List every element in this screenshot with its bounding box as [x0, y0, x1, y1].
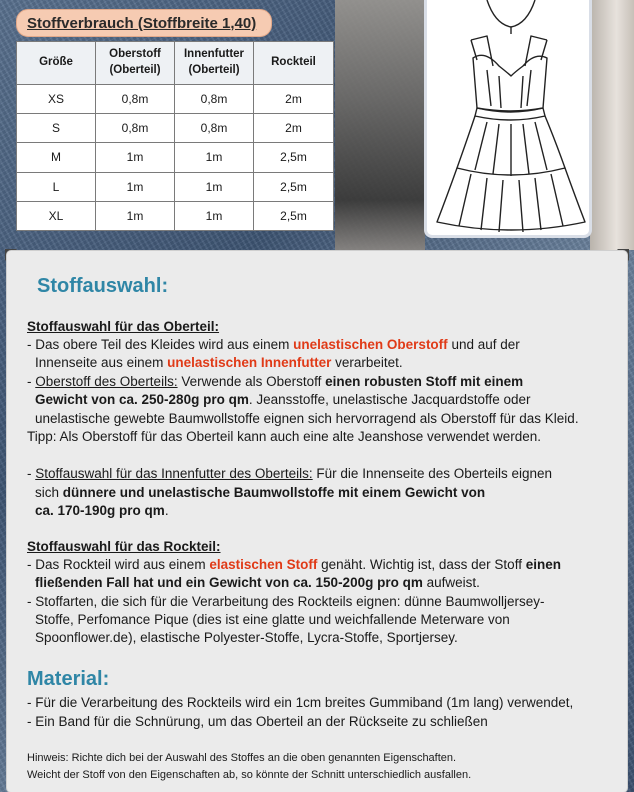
paragraph-line: - Oberstoff des Oberteils: Verwende als Oberstoff einen robusten Stoff mit einem: [27, 374, 524, 389]
table-cell: 0,8m: [175, 85, 254, 114]
paragraph-line: Stoffe, Perfomance Pique (dies ist eine glatte und weichfallende Meterware von: [35, 612, 510, 627]
table-cell: 1m: [96, 172, 175, 201]
table-cell: 0,8m: [96, 85, 175, 114]
table-cell: 2,5m: [254, 143, 334, 172]
table-cell: 1m: [96, 201, 175, 230]
stoffauswahl-heading: Stoffauswahl:: [37, 275, 169, 297]
table-title: Stoffverbrauch (Stoffbreite 1,40): [16, 9, 272, 37]
background-photo: [590, 0, 634, 250]
table-cell: L: [17, 172, 96, 201]
table-cell: XL: [17, 201, 96, 230]
table-row: [17, 143, 334, 172]
paragraph-line: Spoonflower.de), elastische Polyester-Stoffe, Lycra-Stoffe, Sportjersey.: [35, 630, 458, 645]
paragraph-line: ca. 170-190g pro qm.: [35, 503, 169, 518]
header-outer-fabric: Oberstoff (Oberteil): [96, 42, 175, 85]
table-cell: 1m: [175, 172, 254, 201]
hinweis-line: Weicht der Stoff von den Eigenschaften ab, so könnte der Schnitt unterschiedlich ausfallen.: [27, 769, 472, 781]
table-cell: 0,8m: [96, 114, 175, 143]
paragraph-line: Innenseite aus einem unelastischen Innenfutter verarbeitet.: [35, 355, 403, 370]
table-row: [17, 172, 334, 201]
header-lining: Innenfutter (Oberteil): [175, 42, 254, 85]
paragraph-line: - Stoffauswahl für das Innenfutter des Oberteils: Für die Innenseite des Oberteils eignen: [27, 466, 553, 481]
table-header-row: [17, 42, 334, 85]
dress-sketch-illustration: [427, 0, 595, 238]
material-heading: Material:: [27, 668, 110, 690]
header-size: Größe: [17, 42, 96, 85]
material-item: - Ein Band für die Schnürung, um das Oberteil an der Rückseite zu schließen: [27, 714, 488, 729]
table-row: [17, 201, 334, 230]
paragraph-line: - Das Rockteil wird aus einem elastischen Stoff genäht. Wichtig ist, dass der Stoff einen: [27, 557, 561, 572]
paragraph-line: - Stoffarten, die sich für die Verarbeitung des Rockteils eignen: dünne Baumwolljersey-: [27, 594, 545, 609]
paragraph-line: sich dünnere und unelastische Baumwollstoffe mit einem Gewicht von: [35, 485, 486, 500]
table-cell: 2,5m: [254, 172, 334, 201]
table-cell: 2m: [254, 114, 334, 143]
hinweis-line: Hinweis: Richte dich bei der Auswahl des Stoffes an die oben genannten Eigenschaften.: [27, 752, 457, 764]
fabric-usage-table: [16, 41, 334, 231]
table-cell: XS: [17, 85, 96, 114]
paragraph-line: - Das obere Teil des Kleides wird aus einem unelastischen Oberstoff und auf der: [27, 337, 520, 352]
table-cell: 2,5m: [254, 201, 334, 230]
tip-line: Tipp: Als Oberstoff für das Oberteil kann auch eine alte Jeanshose verwendet werden.: [27, 429, 542, 444]
table-cell: 1m: [175, 143, 254, 172]
table-row: [17, 85, 334, 114]
rockteil-subheading: Stoffauswahl für das Rockteil:: [27, 539, 221, 554]
table-cell: 2m: [254, 85, 334, 114]
oberteil-subheading: Stoffauswahl für das Oberteil:: [27, 319, 220, 334]
dress-sketch-card: [424, 0, 592, 238]
paragraph-line: fließenden Fall hat und ein Gewicht von ca. 150-200g pro qm aufweist.: [35, 575, 480, 590]
table-cell: M: [17, 143, 96, 172]
paragraph-line: unelastische gewebte Baumwollstoffe eignen sich hervorragend als Oberstoff für das Kleid.: [35, 411, 579, 426]
table-cell: S: [17, 114, 96, 143]
table-cell: 1m: [175, 201, 254, 230]
sewing-machine-photo: [335, 0, 425, 250]
table-cell: 0,8m: [175, 114, 254, 143]
material-item: - Für die Verarbeitung des Rockteils wird ein 1cm breites Gummiband (1m lang) verwendet,: [27, 695, 574, 710]
header-skirt: Rockteil: [254, 42, 334, 85]
table-row: [17, 114, 334, 143]
paragraph-line: Gewicht von ca. 250-280g pro qm. Jeansstoffe, unelastische Jacquardstoffe oder: [35, 392, 531, 407]
table-cell: 1m: [96, 143, 175, 172]
